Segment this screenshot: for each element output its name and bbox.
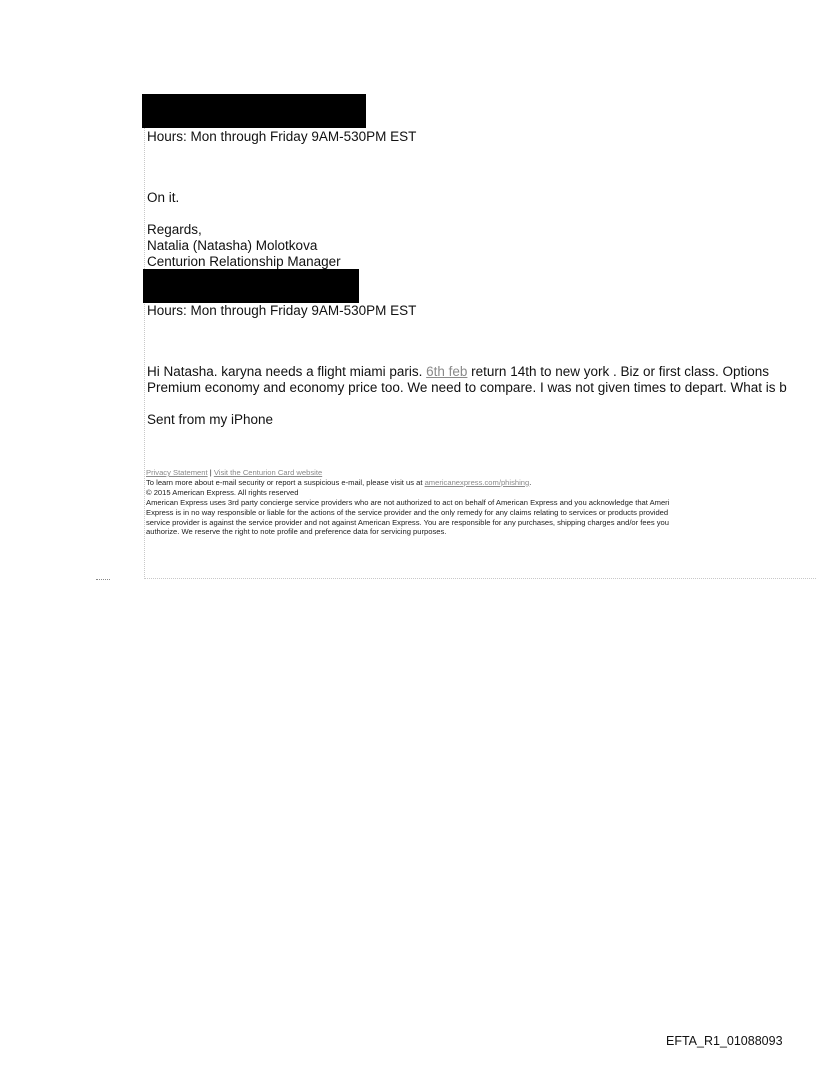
message-line <box>147 364 816 380</box>
signature-title: Centurion Relationship Manager <box>147 254 341 269</box>
redaction-block <box>143 269 359 303</box>
disclaimer-line: American Express uses 3rd party concierge service providers who are not authorized to act on behalf of American Express and you acknowledge that Ameri <box>146 497 670 507</box>
message-text: Hi Natasha. karyna needs a flight miami paris. <box>147 364 427 379</box>
link-separator: | <box>207 468 214 477</box>
message-line: Premium economy and economy price too. We need to compare. I was not given times to depart. What is b <box>147 380 787 395</box>
security-text: To learn more about e-mail security or report a suspicious e-mail, please visit us at <box>146 477 425 487</box>
security-end: . <box>529 477 532 487</box>
hours-line: Hours: Mon through Friday 9AM-530PM EST <box>147 303 417 318</box>
disclaimer-line: authorize. We reserve the right to note profile and preference data for servicing purposes. <box>146 527 447 537</box>
footer-links-row <box>146 468 816 478</box>
phishing-link[interactable]: americanexpress.com/phishing <box>424 477 530 487</box>
page-marker <box>96 579 110 581</box>
signature-regards: Regards, <box>147 222 202 237</box>
privacy-statement-link[interactable]: Privacy Statement <box>146 468 208 477</box>
email-footer <box>146 468 816 537</box>
security-notice <box>146 478 816 488</box>
message-text: return 14th to new york . Biz or first class. Options <box>467 364 770 379</box>
document-id: EFTA_R1_01088093 <box>666 1034 783 1048</box>
disclaimer-line: service provider is against the service provider and not against American Express. You are responsible for any purchases, shipping charges and/or fees you <box>146 517 669 527</box>
disclaimer-line: Express is in no way responsible or liable for the actions of the service provider and the only remedy for any claims relating to services or products provided <box>146 507 669 517</box>
sent-from-signature: Sent from my iPhone <box>147 412 274 427</box>
date-link[interactable]: 6th feb <box>426 364 468 379</box>
signature-name: Natalia (Natasha) Molotkova <box>147 238 318 253</box>
reply-text: On it. <box>147 190 180 205</box>
copyright-text: © 2015 American Express. All rights reserved <box>146 487 299 497</box>
hours-line: Hours: Mon through Friday 9AM-530PM EST <box>147 129 417 144</box>
redaction-block <box>142 94 366 128</box>
centurion-website-link[interactable]: Visit the Centurion Card website <box>213 468 323 477</box>
